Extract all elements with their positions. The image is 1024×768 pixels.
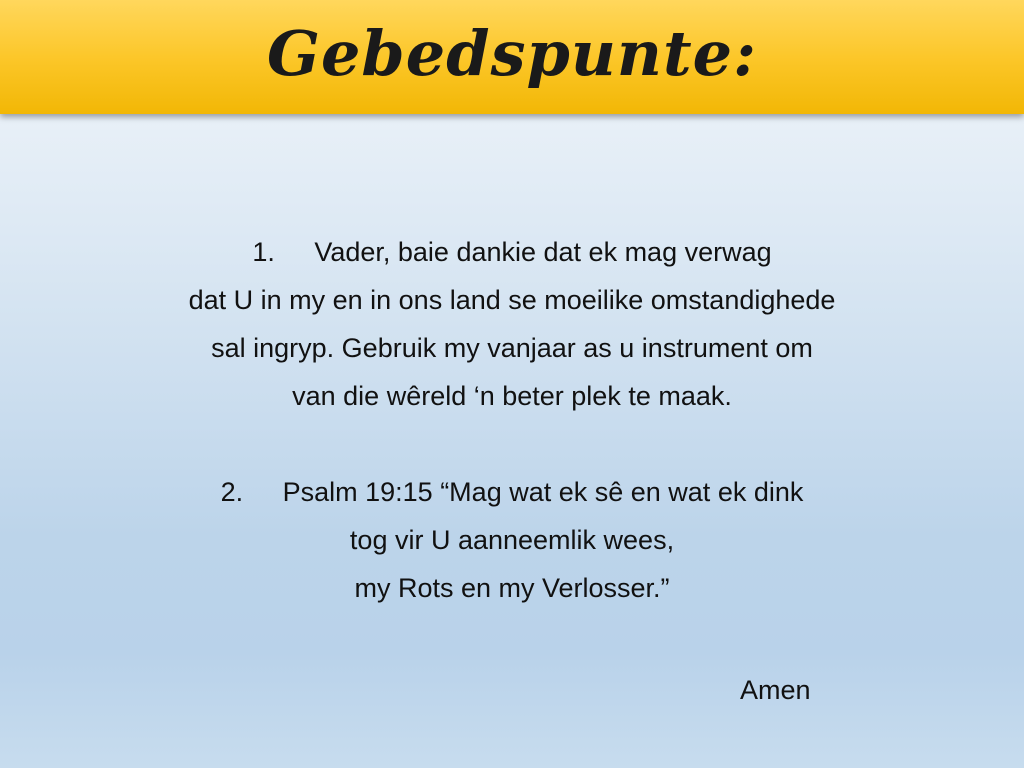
point-2-line-2: tog vir U aanneemlik wees, (349, 525, 675, 555)
point-2-number: 2. (220, 477, 244, 507)
point-1-line-3: sal ingryp. Gebruik my vanjaar as u instrument om (211, 333, 813, 363)
point-2-line-3: my Rots en my Verlosser.” (354, 573, 670, 603)
point-2-text-1: Psalm 19:15 “Mag wat ek sê en wat ek dink (282, 477, 804, 507)
point-2-line-1 (0, 472, 1024, 512)
point-1-text-1: Vader, baie dankie dat ek mag verwag (314, 237, 772, 267)
point-1-line-2: dat U in my en in ons land se moeilike omstandighede (188, 285, 836, 315)
point-1-line-4: van die wêreld ‘n beter plek te maak. (292, 381, 732, 411)
point-1-number: 1. (252, 237, 275, 267)
closing-amen: Amen (740, 675, 811, 705)
point-1-line-1 (0, 232, 1024, 272)
slide-title: Gebedspunte: (267, 17, 757, 90)
